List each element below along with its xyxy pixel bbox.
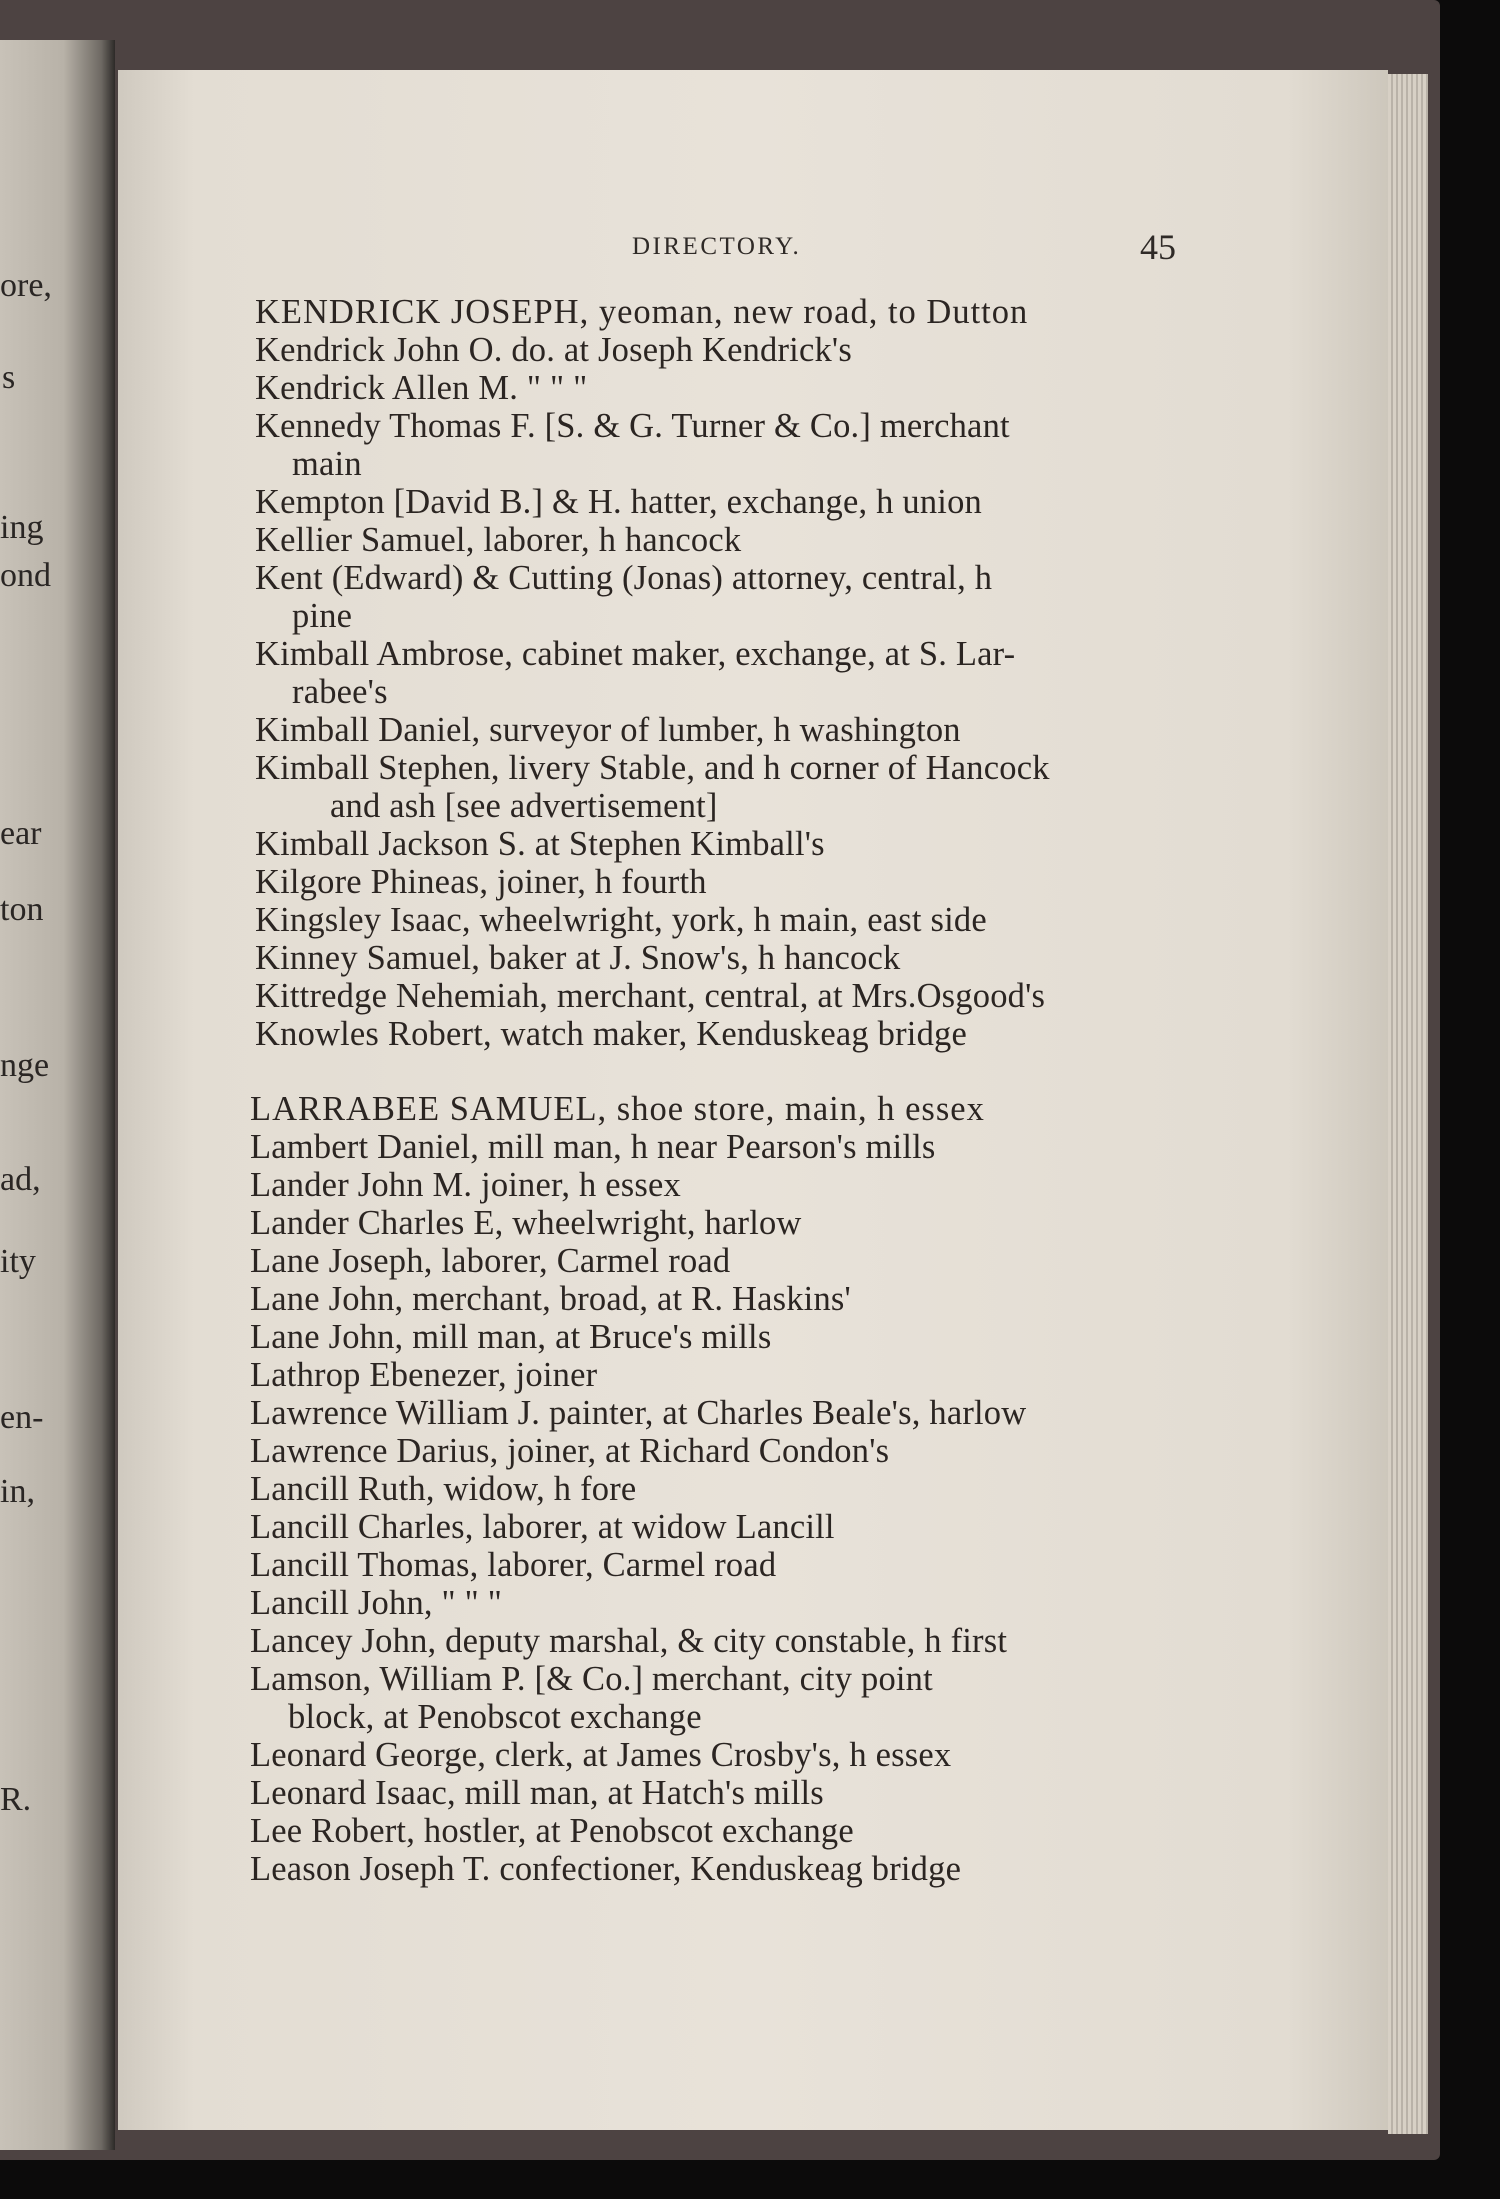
- page-edges: [1388, 74, 1428, 2134]
- running-head-title: DIRECTORY.: [632, 233, 802, 260]
- directory-entry: Kinney Samuel, baker at J. Snow's, h hancock: [255, 939, 901, 977]
- left-page-fragment: ad,: [0, 1161, 41, 1198]
- directory-entry: Lamson, William P. [& Co.] merchant, city point: [250, 1660, 933, 1698]
- left-page-fragment: ing: [0, 509, 44, 546]
- directory-entry: Leason Joseph T. confectioner, Kenduskeag bridge: [250, 1850, 962, 1888]
- directory-entry-continuation: and ash [see advertisement]: [330, 787, 718, 825]
- directory-entry: Lancill Ruth, widow, h fore: [250, 1470, 637, 1508]
- directory-entry: Kimball Ambrose, cabinet maker, exchange, at S. Lar-: [255, 635, 1016, 673]
- directory-entry: Kingsley Isaac, wheelwright, york, h main, east side: [255, 901, 987, 939]
- directory-entry-continuation: main: [292, 445, 362, 483]
- directory-entry: Kittredge Nehemiah, merchant, central, at Mrs.Osgood's: [255, 977, 1046, 1015]
- directory-entry: Lane John, mill man, at Bruce's mills: [250, 1318, 772, 1356]
- directory-entry-continuation: block, at Penobscot exchange: [288, 1698, 702, 1736]
- left-page-fragment: ore,: [0, 267, 52, 304]
- directory-entry: Lathrop Ebenezer, joiner: [250, 1356, 598, 1394]
- directory-entry: Kendrick Allen M. " " ": [255, 369, 588, 407]
- left-page-edge: [0, 40, 115, 2150]
- directory-entry: KENDRICK JOSEPH, yeoman, new road, to Dutton: [255, 293, 1029, 331]
- directory-entry: Lancill Thomas, laborer, Carmel road: [250, 1546, 777, 1584]
- left-page-fragment: ond: [0, 557, 51, 594]
- directory-entry: Kilgore Phineas, joiner, h fourth: [255, 863, 707, 901]
- directory-entry: LARRABEE SAMUEL, shoe store, main, h essex: [250, 1090, 985, 1128]
- directory-entry: Lancey John, deputy marshal, & city constable, h first: [250, 1622, 1008, 1660]
- directory-entry: Lancill John, " " ": [250, 1584, 503, 1622]
- directory-entry: Kempton [David B.] & H. hatter, exchange, h union: [255, 483, 982, 521]
- left-page-fragment: s: [2, 359, 16, 396]
- left-page-fragment: R.: [0, 1781, 32, 1818]
- directory-entry: Kimball Daniel, surveyor of lumber, h washington: [255, 711, 961, 749]
- directory-entry: Lee Robert, hostler, at Penobscot exchange: [250, 1812, 854, 1850]
- left-page-fragment: ity: [0, 1243, 36, 1280]
- directory-entry: Leonard Isaac, mill man, at Hatch's mills: [250, 1774, 824, 1812]
- directory-entry: Kellier Samuel, laborer, h hancock: [255, 521, 742, 559]
- directory-entry: Kimball Jackson S. at Stephen Kimball's: [255, 825, 825, 863]
- directory-entry: Leonard George, clerk, at James Crosby's, h essex: [250, 1736, 952, 1774]
- directory-entry: Kimball Stephen, livery Stable, and h corner of Hancock: [255, 749, 1050, 787]
- page-number: 45: [1140, 227, 1176, 267]
- directory-entry: Lane Joseph, laborer, Carmel road: [250, 1242, 731, 1280]
- left-page-fragment: en-: [0, 1399, 44, 1436]
- left-page-fragment: ear: [0, 815, 42, 852]
- directory-entry: Lane John, merchant, broad, at R. Haskins': [250, 1280, 851, 1318]
- left-page-fragment: in,: [0, 1473, 35, 1510]
- left-page-fragment: nge: [0, 1047, 50, 1084]
- directory-entry-continuation: rabee's: [292, 673, 388, 711]
- directory-entry: Lawrence William J. painter, at Charles Beale's, harlow: [250, 1394, 1027, 1432]
- directory-entry-continuation: pine: [292, 597, 353, 635]
- directory-entry: Kennedy Thomas F. [S. & G. Turner & Co.] merchant: [255, 407, 1010, 445]
- directory-entry: Kendrick John O. do. at Joseph Kendrick's: [255, 331, 852, 369]
- directory-entry: Lawrence Darius, joiner, at Richard Condon's: [250, 1432, 890, 1470]
- directory-entry: Lander Charles E, wheelwright, harlow: [250, 1204, 802, 1242]
- directory-entry: Kent (Edward) & Cutting (Jonas) attorney, central, h: [255, 559, 993, 597]
- directory-entry: Knowles Robert, watch maker, Kenduskeag bridge: [255, 1015, 967, 1053]
- left-page-fragment: ton: [0, 891, 44, 928]
- directory-entry: Lander John M. joiner, h essex: [250, 1166, 681, 1204]
- directory-entry: Lancill Charles, laborer, at widow Lancill: [250, 1508, 835, 1546]
- directory-entry: Lambert Daniel, mill man, h near Pearson's mills: [250, 1128, 936, 1166]
